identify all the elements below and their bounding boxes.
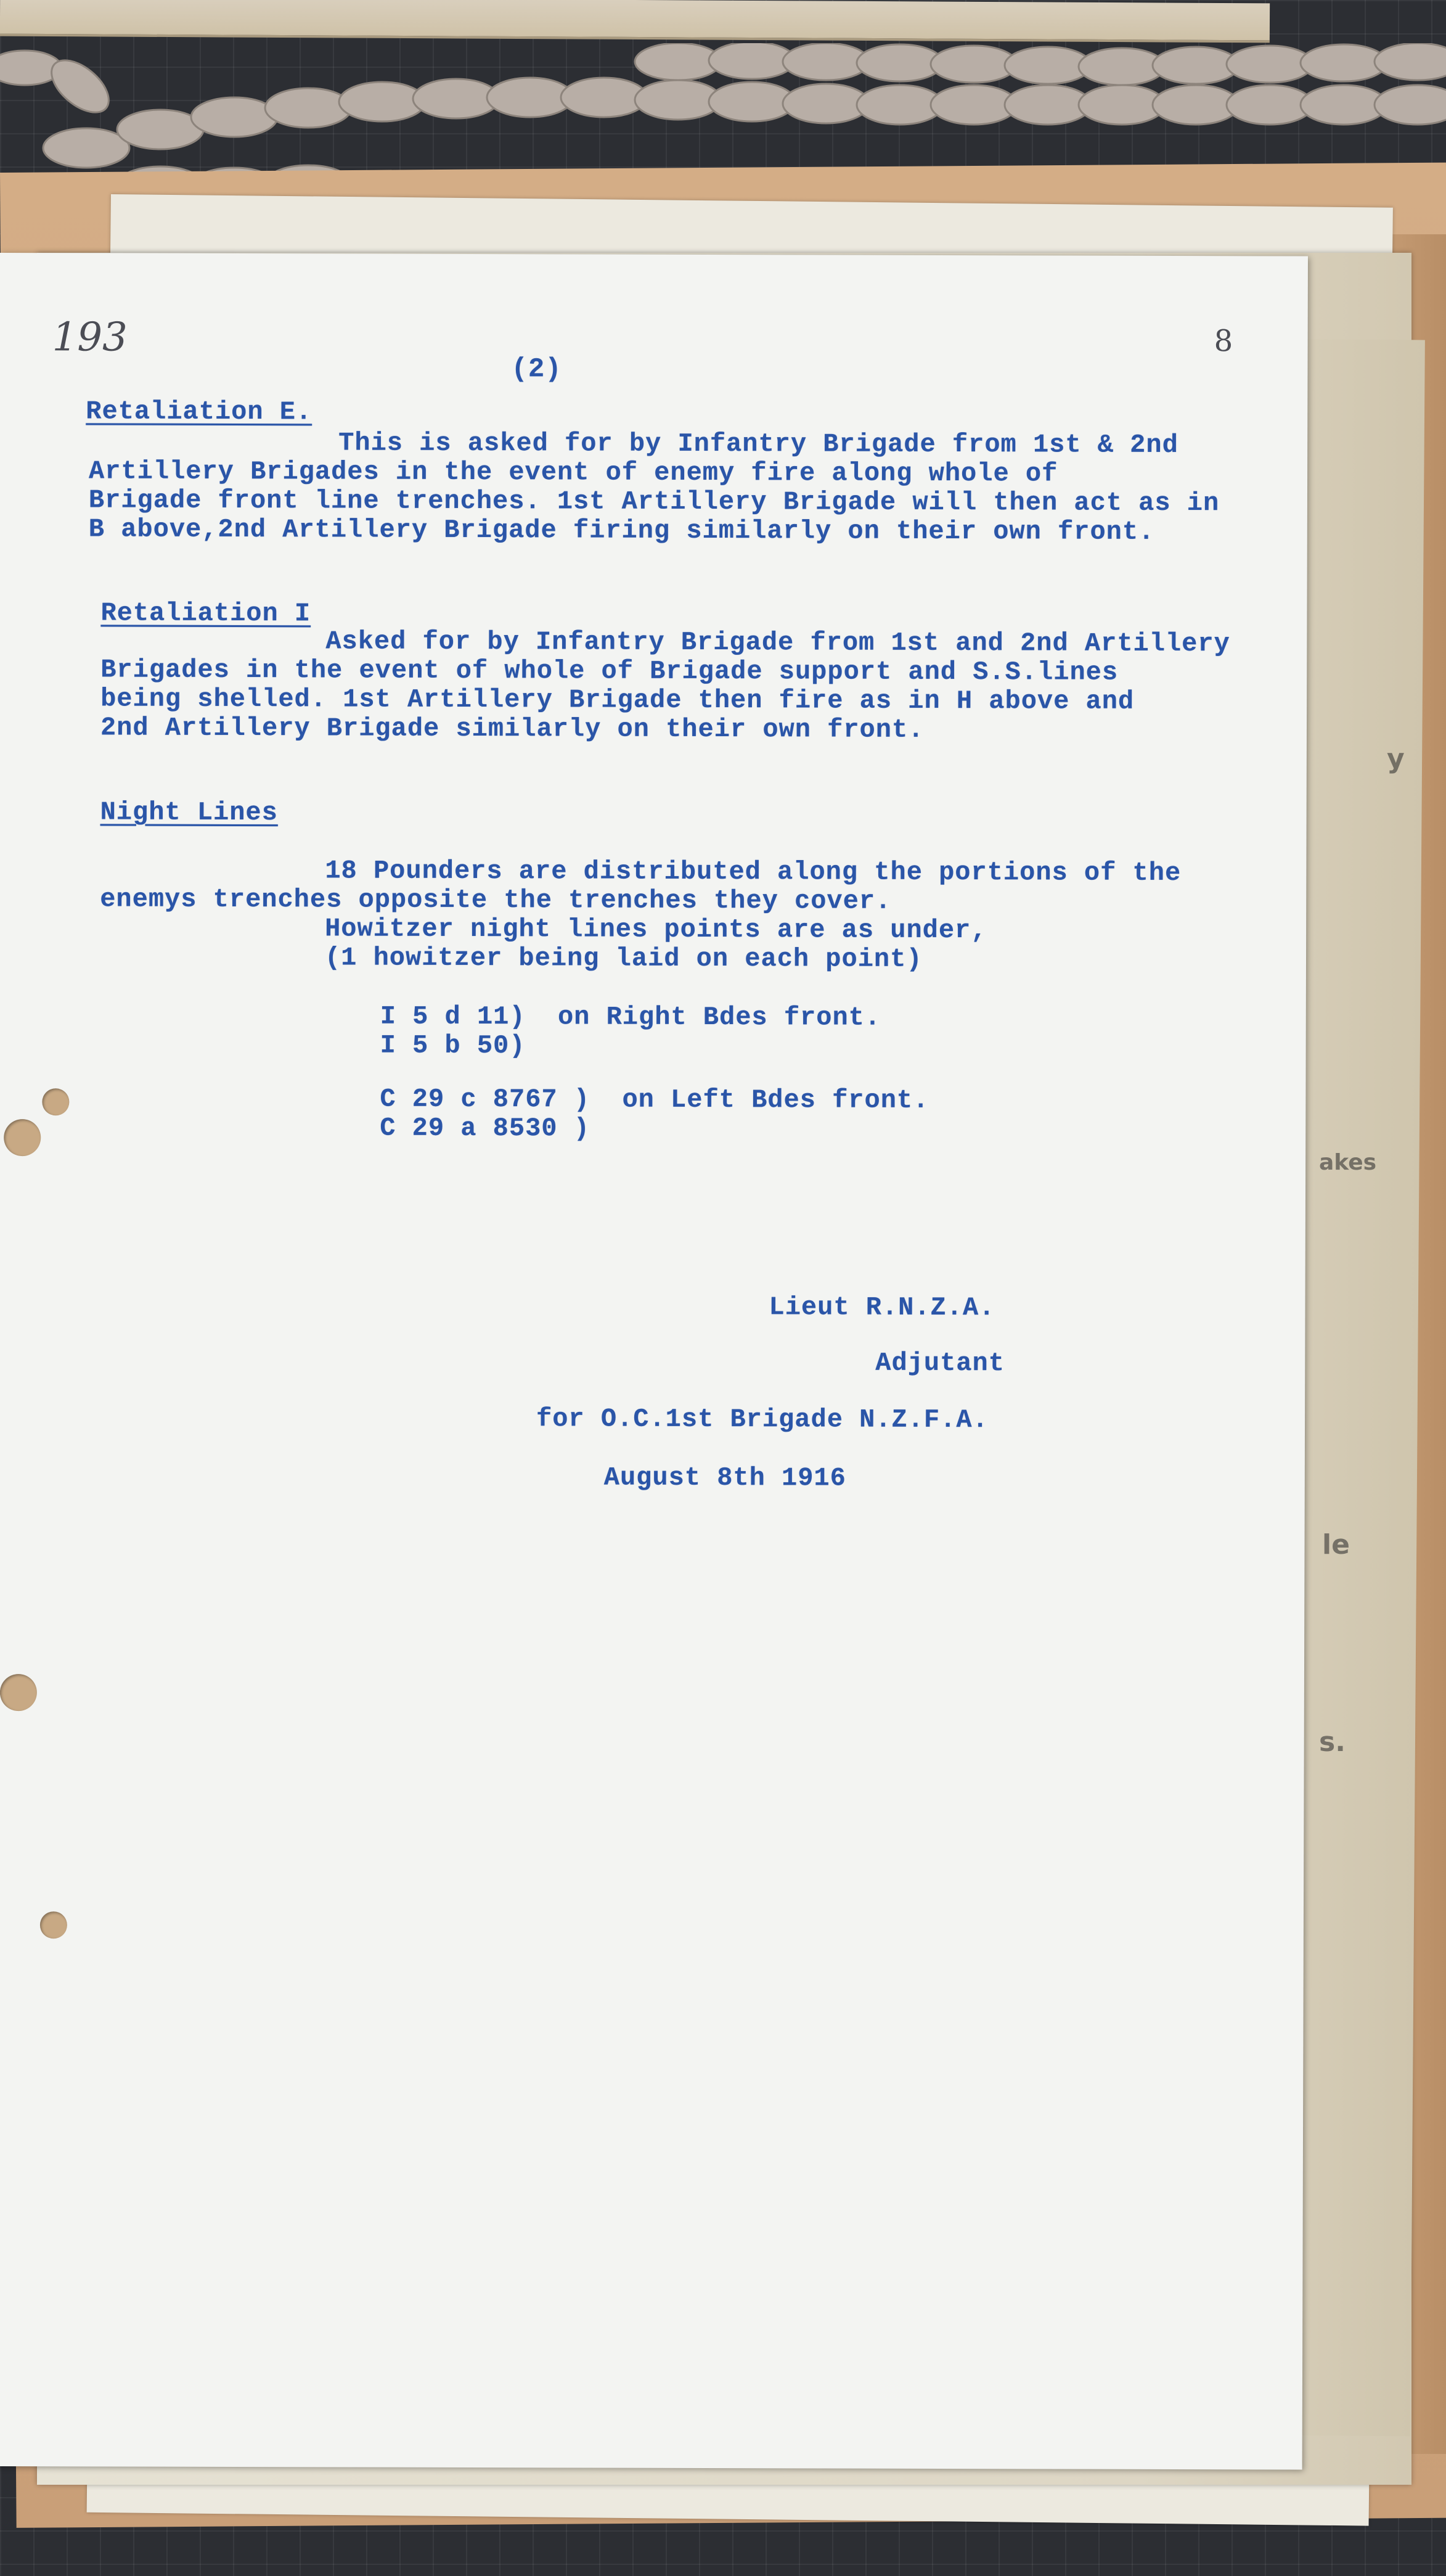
section-heading: Night Lines (100, 797, 278, 828)
document-date: August 8th 1916 (603, 1462, 846, 1493)
grid-point: C 29 c 8767 ) on Left Bdes front. (380, 1084, 929, 1115)
background-text: akes (1319, 1150, 1377, 1175)
body-line: Asked for by Infantry Brigade from 1st and 2nd Artillery (325, 626, 1230, 659)
grid-point: I 5 d 11) on Right Bdes front. (380, 1001, 881, 1033)
signature-title: Adjutant (875, 1348, 1005, 1379)
body-line: 18 Pounders are distributed along the portions of the (325, 856, 1182, 888)
body-line: 2nd Artillery Brigade similarly on their own front. (100, 713, 925, 745)
background-text: le (1322, 1529, 1350, 1561)
document-page (0, 253, 1308, 2470)
body-line: B above,2nd Artillery Brigade firing similarly on their own front. (88, 514, 1155, 547)
section-heading: Retaliation I (100, 598, 311, 629)
folio-number: 193 (52, 314, 128, 361)
grid-point: I 5 b 50) (380, 1030, 526, 1061)
section-heading: Retaliation E. (86, 396, 312, 427)
body-line: enemys trenches opposite the trenches they cover. (100, 884, 892, 916)
page-number: (2) (511, 354, 562, 385)
corner-number: 8 (1214, 324, 1233, 359)
grid-point: C 29 a 8530 ) (380, 1113, 590, 1144)
punch-hole (4, 1119, 41, 1156)
background-text: s. (1319, 1726, 1346, 1758)
punch-hole (42, 1088, 69, 1115)
body-line: being shelled. 1st Artillery Brigade then fire as in H above and (100, 684, 1135, 716)
body-line: Brigade front line trenches. 1st Artillery Brigade will then act as in (88, 485, 1220, 519)
previous-sheet-edge (0, 0, 1270, 43)
body-line: Artillery Brigades in the event of enemy fire along whole of (89, 456, 1058, 489)
signature-rank: Lieut R.N.Z.A. (769, 1292, 995, 1323)
body-line: This is asked for by Infantry Brigade from 1st & 2nd (338, 428, 1178, 461)
punch-hole (40, 1911, 67, 1938)
signature-for: for O.C.1st Brigade N.Z.F.A. (536, 1404, 989, 1435)
punch-hole (0, 1674, 37, 1711)
background-text: y (1387, 743, 1405, 774)
body-line: Brigades in the event of whole of Brigade support and S.S.lines (100, 655, 1119, 687)
body-line: (1 howitzer being laid on each point) (324, 943, 923, 974)
body-line: Howitzer night lines points are as under, (325, 914, 987, 946)
